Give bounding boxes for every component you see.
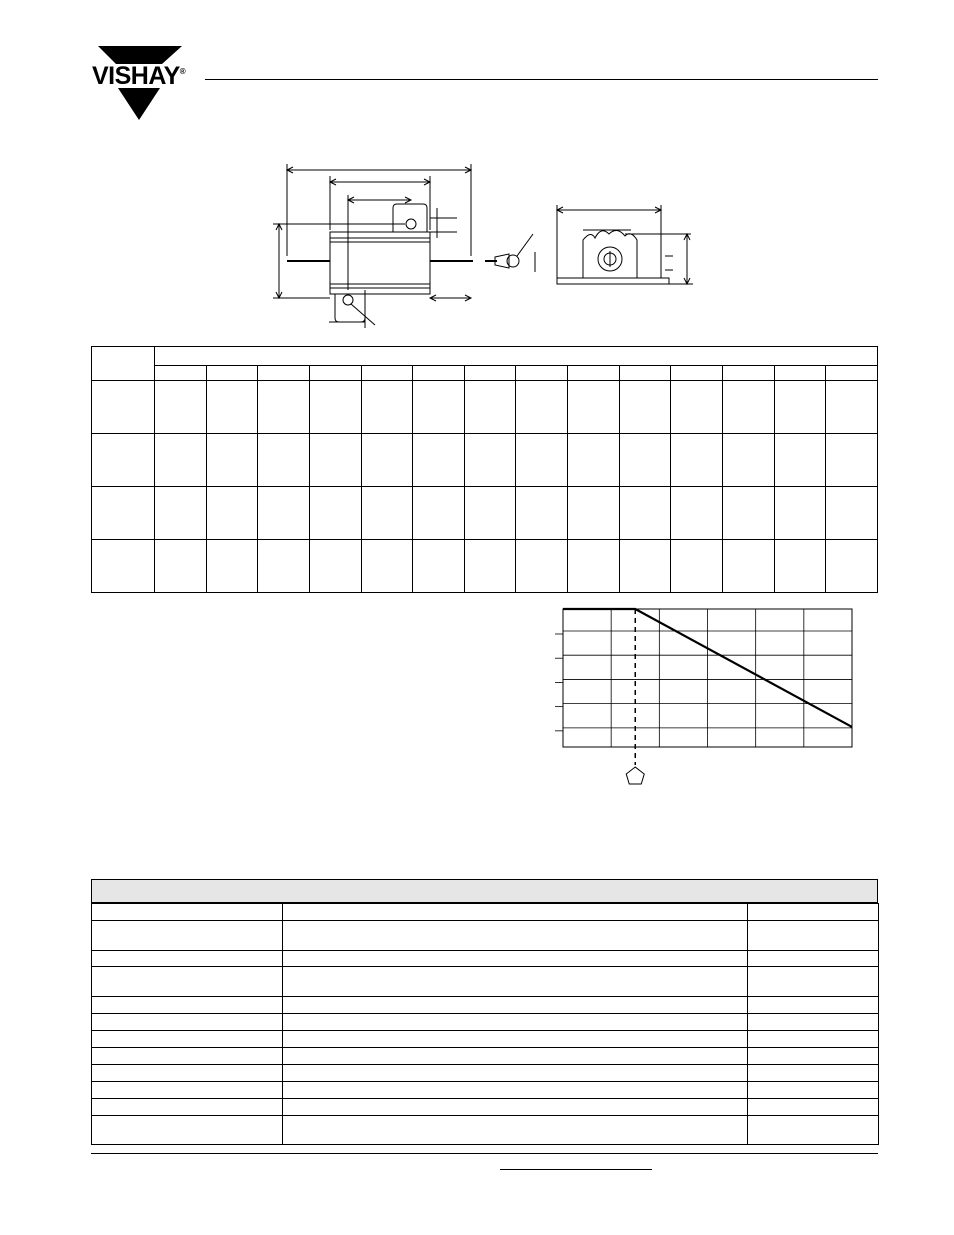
- table-row: [92, 1048, 879, 1065]
- table-row: [92, 921, 879, 951]
- table-header-row: [92, 366, 878, 381]
- table-row: [92, 904, 879, 921]
- derating-chart: [555, 605, 855, 785]
- table-row: [92, 1116, 879, 1145]
- table-row: [92, 381, 878, 434]
- pentagon-marker-icon: [626, 767, 644, 784]
- spec-table-header: [91, 879, 878, 903]
- table-header-row: [92, 347, 878, 366]
- table-row: [92, 951, 879, 967]
- table-row: [92, 997, 879, 1014]
- footer-link-underline[interactable]: [500, 1169, 652, 1170]
- table-row: [92, 967, 879, 997]
- table-row: [92, 1099, 879, 1116]
- specifications-table: [91, 903, 879, 1145]
- outline-drawing: [265, 160, 705, 340]
- dimensions-table: [91, 346, 878, 593]
- logo-text: VISHAY®: [92, 62, 186, 90]
- footer-rule: [91, 1153, 878, 1154]
- vishay-logo: [88, 42, 188, 122]
- table-row: [92, 1031, 879, 1048]
- table-row: [92, 1082, 879, 1099]
- table-row: [92, 487, 878, 540]
- table-row: [92, 1065, 879, 1082]
- header-rule: [205, 79, 878, 80]
- table-row: [92, 434, 878, 487]
- table-row: [92, 540, 878, 593]
- table-row: [92, 1014, 879, 1031]
